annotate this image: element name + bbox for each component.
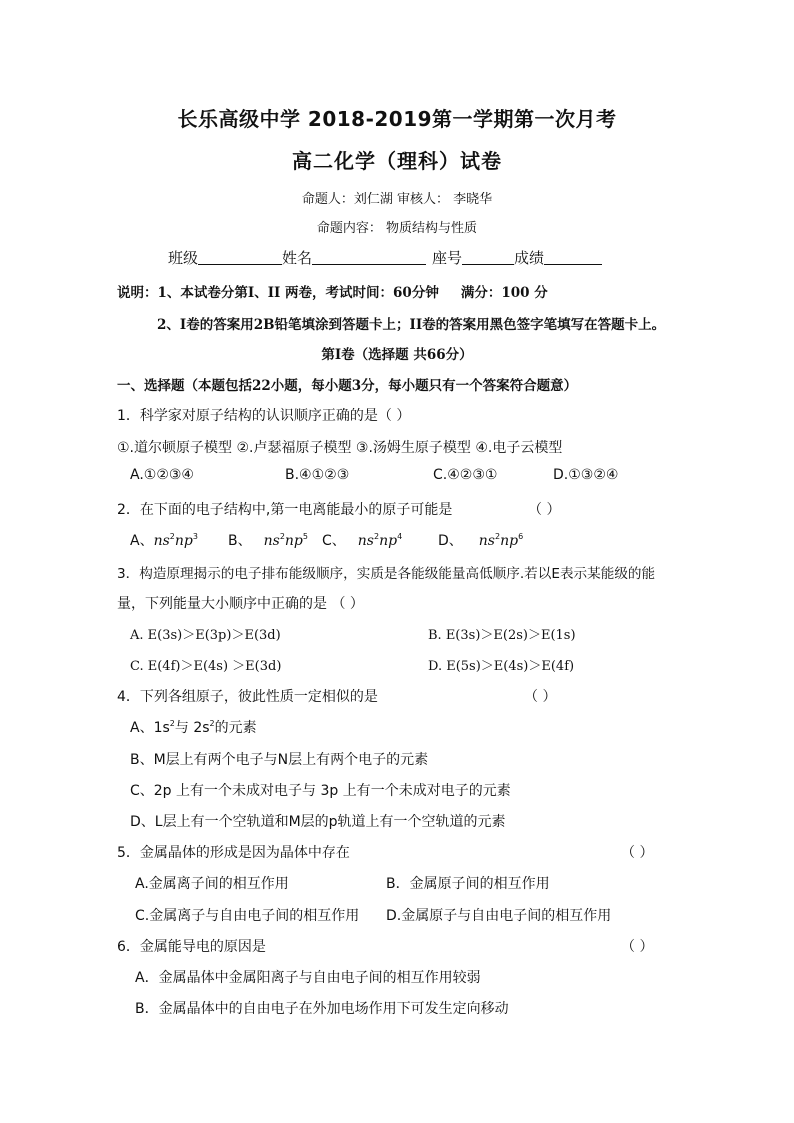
- question-4-option-d: D、L层上有一个空轨道和M层的p轨道上有一个空轨道的元素: [130, 814, 506, 830]
- class-field[interactable]: [198, 248, 282, 265]
- section-title: 一、选择题（本题包括22小题，每小题3分，每小题只有一个答案符合题意）: [117, 378, 578, 394]
- note-1-score: 满分：100 分: [460, 285, 548, 301]
- question-4-option-b: B、M层上有两个电子与N层上有两个电子的元素: [130, 752, 429, 768]
- question-3-stem: 3．构造原理揭示的电子排布能级顺序，实质是各能级能量高低顺序.若以E表示某能级的能: [117, 566, 656, 582]
- question-2-option-b: B、 $ns^2np^5$: [228, 532, 308, 549]
- question-2-stem: 2．在下面的电子结构中,第一电离能最小的原子可能是: [117, 502, 453, 518]
- question-4-option-a: A、$1s^2$与 $2s^2$的元素: [130, 719, 257, 736]
- author-line: 命题人：刘仁湖 审核人： 李晓华: [301, 192, 493, 207]
- question-5-option-b: B．金属原子间的相互作用: [386, 876, 550, 892]
- volume-title: 第Ⅰ卷（选择题 共66分）: [321, 347, 473, 363]
- question-2-option-c: C、 $ns^2np^4$: [322, 532, 403, 549]
- note-2: 2、Ⅰ卷的答案用2B铅笔填涂到答题卡上；II卷的答案用黑色签字笔填写在答题卡上。: [157, 317, 666, 333]
- note-1-text: 说明：1、本试卷分第Ⅰ、II 两卷，考试时间：60分钟: [117, 285, 439, 301]
- question-5-option-c: C.金属离子与自由电子间的相互作用: [135, 908, 360, 924]
- question-3-option-c: C. E(4f)＞E(4s) ＞E(3d): [130, 659, 282, 674]
- question-3-option-d: D. E(5s)＞E(4s)＞E(4f): [428, 659, 575, 674]
- question-1-items: ①.道尔顿原子模型 ②.卢瑟福原子模型 ③.汤姆生原子模型 ④.电子云模型: [117, 440, 563, 456]
- question-2-paren: （ ）: [528, 502, 561, 518]
- question-5-option-a: A.金属离子间的相互作用: [135, 876, 289, 892]
- question-1-option-d: D.①③②④: [553, 467, 619, 483]
- question-6-option-a: A．金属晶体中金属阳离子与自由电子间的相互作用较弱: [135, 970, 481, 986]
- name-field[interactable]: [312, 248, 426, 265]
- question-1-option-a: A.①②③④: [130, 467, 194, 483]
- question-3-stem-cont: 量，下列能量大小顺序中正确的是 （ ）: [117, 596, 364, 612]
- question-5-stem: 5．金属晶体的形成是因为晶体中存在: [117, 845, 350, 861]
- question-4-stem: 4．下列各组原子，彼此性质一定相似的是: [117, 689, 378, 705]
- seat-label: 座号: [432, 249, 463, 267]
- name-label: 姓名: [282, 249, 313, 267]
- question-1-option-c: C.④②③①: [433, 467, 498, 483]
- question-5-option-d: D.金属原子与自由电子间的相互作用: [386, 908, 612, 924]
- question-6-paren: （ ）: [621, 939, 654, 955]
- question-1-option-b: B.④①②③: [285, 467, 350, 483]
- student-info-line: [168, 247, 602, 268]
- question-4-option-c: C、2p 上有一个未成对电子与 3p 上有一个未成对电子的元素: [130, 783, 511, 799]
- content-line: 命题内容： 物质结构与性质: [316, 221, 478, 236]
- question-4-paren: （ ）: [524, 689, 557, 705]
- question-6-option-b: B．金属晶体中的自由电子在外加电场作用下可发生定向移动: [135, 1001, 509, 1017]
- score-label: 成绩: [514, 249, 545, 267]
- question-3-option-a: A. E(3s)＞E(3p)＞E(3d): [130, 628, 281, 643]
- exam-subtitle: 高二化学（理科）试卷: [292, 149, 502, 173]
- question-2-option-a: A、$ns^2np^3$: [130, 532, 198, 549]
- class-label: 班级: [168, 249, 199, 267]
- seat-field[interactable]: [462, 248, 514, 265]
- question-3-option-b: B. E(3s)＞E(2s)＞E(1s): [428, 628, 576, 643]
- exam-title: 长乐高级中学 2018-2019第一学期第一次月考: [177, 107, 617, 131]
- question-6-stem: 6．金属能导电的原因是: [117, 939, 266, 955]
- note-1: [117, 281, 548, 301]
- question-2-option-d: D、 $ns^2np^6$: [438, 532, 524, 549]
- question-1-stem: 1．科学家对原子结构的认识顺序正确的是（ ）: [117, 408, 411, 424]
- score-field[interactable]: [544, 248, 602, 265]
- question-5-paren: （ ）: [621, 845, 654, 861]
